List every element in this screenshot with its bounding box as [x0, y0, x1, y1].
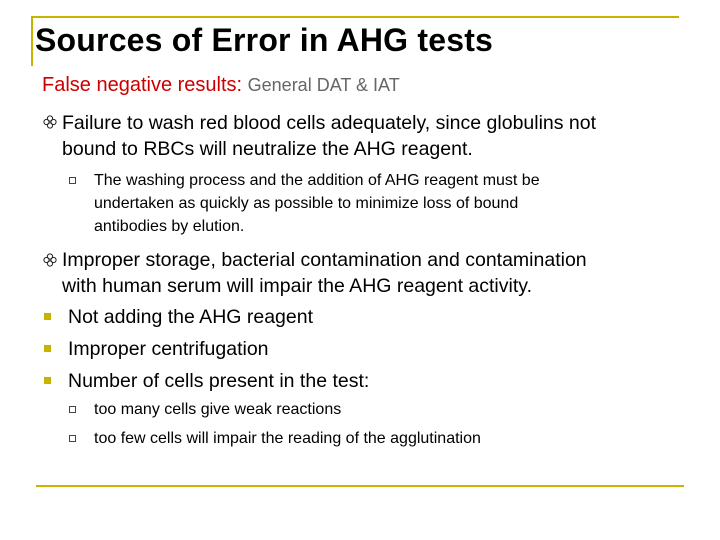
bullet-4-line-1: Improper centrifugation — [68, 338, 269, 360]
title-rule-left — [31, 16, 33, 66]
bullet-2-line-1: Improper storage, bacterial contamination and contamination — [62, 249, 587, 271]
slide-title: Sources of Error in AHG tests — [35, 22, 494, 58]
subtitle-note: General DAT & IAT — [247, 75, 400, 95]
bullet-2-line-2: with human serum will impair the AHG reagent activity. — [62, 275, 532, 297]
flower-bullet-icon — [43, 253, 57, 267]
square-bullet-icon — [44, 377, 51, 384]
bullet-3-line-1: Not adding the AHG reagent — [68, 306, 313, 328]
square-bullet-icon — [44, 345, 51, 352]
bullet-1-line-1: Failure to wash red blood cells adequately, since globulins not — [62, 112, 597, 134]
sub-bullet-5b: too few cells will impair the reading of the agglutination — [94, 430, 481, 447]
sub-bullet-5a: too many cells give weak reactions — [94, 401, 342, 418]
bullet-1-line-2: bound to RBCs will neutralize the AHG reagent. — [62, 138, 473, 160]
slide-subtitle — [42, 74, 400, 97]
title-rule-top — [31, 16, 679, 18]
subtitle-main: False negative results: — [42, 74, 248, 96]
hollow-square-bullet-icon — [69, 435, 76, 442]
sub-bullet-1-line-2: undertaken as quickly as possible to minimize loss of bound — [94, 195, 519, 212]
square-bullet-icon — [44, 313, 51, 320]
sub-bullet-1-line-3: antibodies by elution. — [94, 218, 245, 235]
bottom-rule — [36, 485, 684, 487]
hollow-square-bullet-icon — [69, 406, 76, 413]
flower-bullet-icon — [43, 115, 57, 129]
sub-bullet-1-line-1: The washing process and the addition of AHG reagent must be — [94, 172, 540, 189]
hollow-square-bullet-icon — [69, 177, 76, 184]
bullet-5-line-1: Number of cells present in the test: — [68, 370, 370, 392]
